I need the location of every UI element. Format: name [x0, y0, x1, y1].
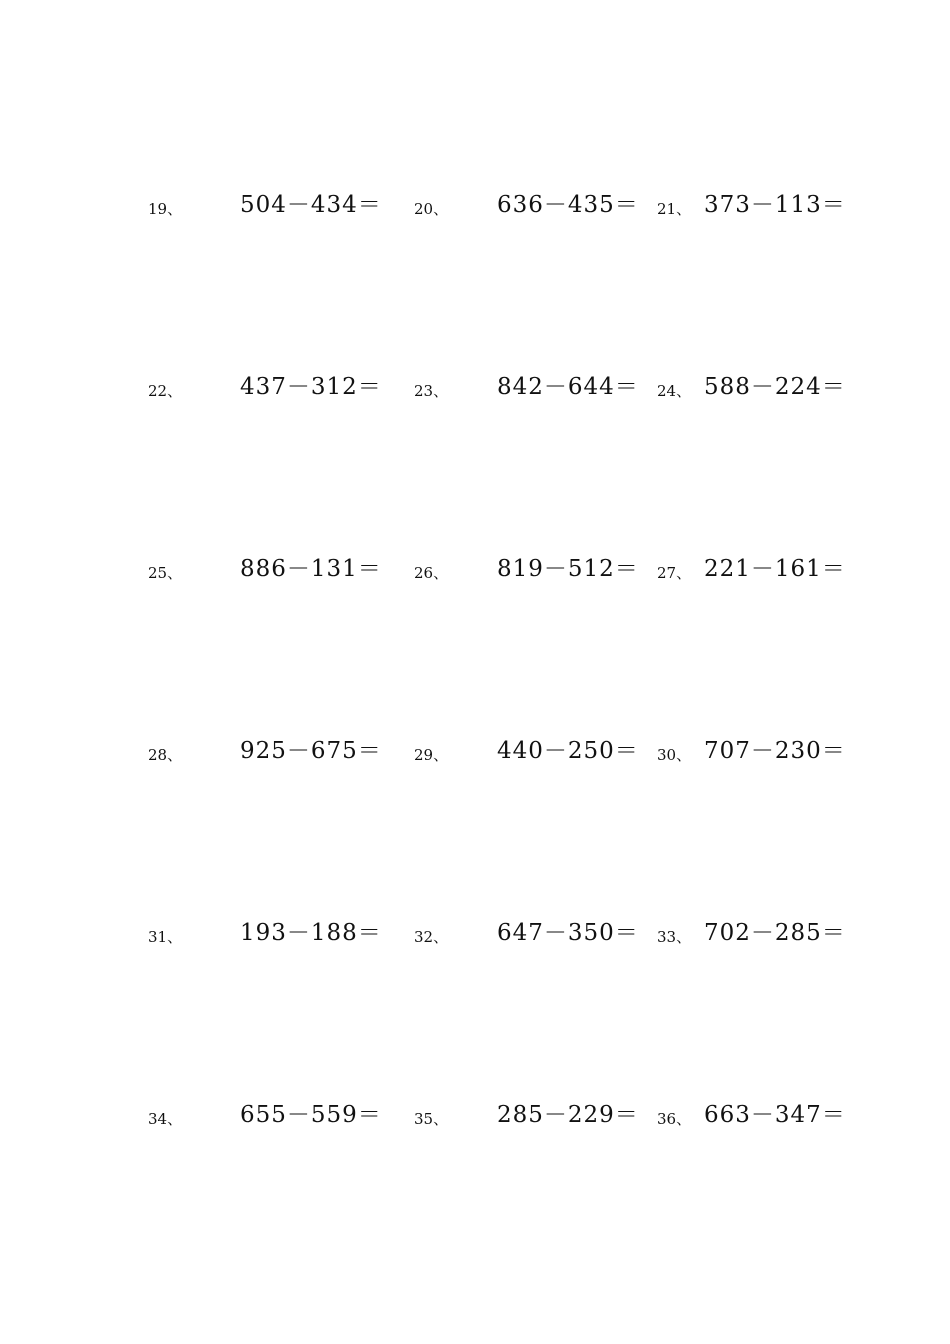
- problem-row: [0, 546, 950, 586]
- problem-number: 21、: [657, 200, 692, 218]
- problem-expression: 437－312＝: [240, 374, 382, 400]
- problem-number: 27、: [657, 564, 692, 582]
- problem-number: 29、: [414, 746, 449, 764]
- problem-number: 19、: [148, 200, 183, 218]
- problem-expression: 886－131＝: [240, 556, 382, 582]
- problem-number: 26、: [414, 564, 449, 582]
- problem-expression: 440－250＝: [497, 738, 639, 764]
- problem-number: 32、: [414, 928, 449, 946]
- problem-expression: 707－230＝: [704, 738, 846, 764]
- problem-number: 20、: [414, 200, 449, 218]
- problem-number: 35、: [414, 1110, 449, 1128]
- problem-number: 28、: [148, 746, 183, 764]
- problem-number: 25、: [148, 564, 183, 582]
- problem-number: 36、: [657, 1110, 692, 1128]
- problem-expression: 647－350＝: [497, 920, 639, 946]
- problem-expression: 663－347＝: [704, 1102, 846, 1128]
- problem-number: 23、: [414, 382, 449, 400]
- problem-expression: 655－559＝: [240, 1102, 382, 1128]
- problem-expression: 285－229＝: [497, 1102, 639, 1128]
- problem-expression: 925－675＝: [240, 738, 382, 764]
- problem-number: 30、: [657, 746, 692, 764]
- problem-expression: 193－188＝: [240, 920, 382, 946]
- problem-expression: 819－512＝: [497, 556, 639, 582]
- problem-number: 22、: [148, 382, 183, 400]
- problem-expression: 842－644＝: [497, 374, 639, 400]
- problem-expression: 373－113＝: [704, 192, 846, 218]
- problem-expression: 221－161＝: [704, 556, 846, 582]
- problem-number: 33、: [657, 928, 692, 946]
- problem-expression: 504－434＝: [240, 192, 382, 218]
- problem-row: [0, 182, 950, 222]
- problem-expression: 588－224＝: [704, 374, 846, 400]
- problem-expression: 702－285＝: [704, 920, 846, 946]
- problem-row: [0, 1092, 950, 1132]
- problem-row: [0, 910, 950, 950]
- problem-number: 31、: [148, 928, 183, 946]
- problem-number: 34、: [148, 1110, 183, 1128]
- problem-number: 24、: [657, 382, 692, 400]
- problem-expression: 636－435＝: [497, 192, 639, 218]
- problem-row: [0, 364, 950, 404]
- problem-row: [0, 728, 950, 768]
